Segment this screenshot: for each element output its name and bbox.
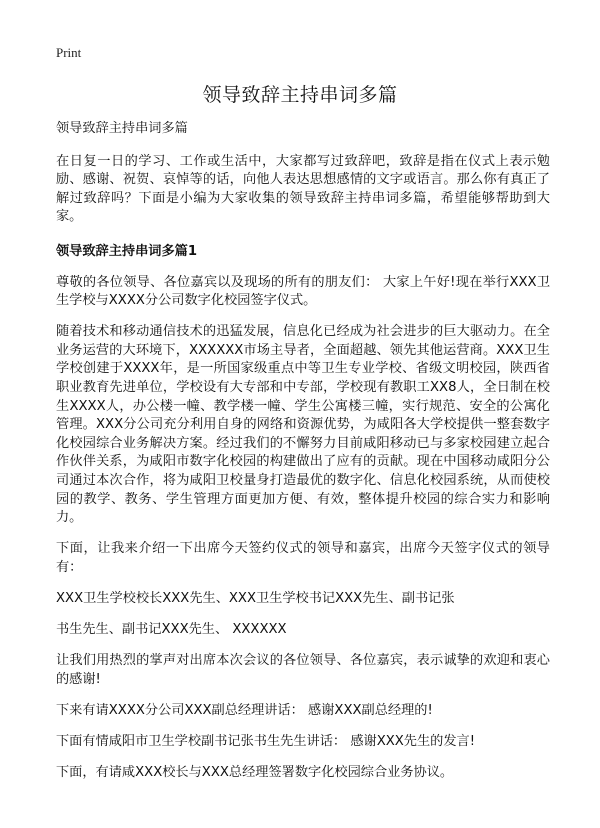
body-paragraph: 随着技术和移动通信技术的迅猛发展，信息化已经成为社会进步的巨大驱动力。在全业务运营的大环境下，XXXXXX市场主导者，全面超越、领先其他运营商。XXX卫生学校创建于XXXX年，是一所国家级重点中等卫生专业学校、省级文明校园，陕西省职业教育先进单位，学校设有大专部和中专部，学校现有教职工XX8人，全日制在校生XXXX人，办公楼一幢、教学楼一幢、学生公寓楼三幢，实行规范、安全的公寓化管理。XXX分公司充分利用自身的网络和资源优势，为咸阳各大学校提供一整套数字化校园综合业务解决方案。经过我们的不懈努力目前咸阳移动已与多家校园建立起合作伙伴关系，为咸阳市数字化校园的构建做出了应有的贡献。现在中国移动咸阳分公司通过本次合作，将为咸阳卫校量身打造最优的数字化、信息化校园系统，从而使校园的教学、教务、学生管理方面更加方便、有效，整体提升校园的综合实力和影响力。 [56,324,550,526]
section-heading: 领导致辞主持串词多篇1 [56,243,198,259]
body-paragraph: 让我们用热烈的掌声对出席本次会议的各位领导、各位嘉宾，表示诚挚的欢迎和衷心的感谢! [56,653,550,687]
intro-paragraph: 在日复一日的学习、工作或生活中，大家都写过致辞吧，致辞是指在仪式上表示勉励、感谢、祝贺、哀悼等的话，向他人表达思想感情的文字或语言。那么你有真正了解过致辞吗？下面是小编为大家收集的领导致辞主持串词多篇，希望能够帮助到大家。 [56,153,550,225]
body-paragraph: 下来有请XXXX分公司XXX副总经理讲话： 感谢XXX副总经理的! [56,702,433,718]
document-body [56,120,550,795]
print-label: Print [56,45,82,60]
body-paragraph: 下面，让我来介绍一下出席今天签约仪式的领导和嘉宾，出席今天签字仪式的领导有： [56,541,550,575]
document-subtitle: 领导致辞主持串词多篇 [56,121,188,136]
page-title: 领导致辞主持串词多篇 [202,84,398,106]
body-paragraph: XXX卫生学校校长XXX先生、XXX卫生学校书记XXX先生、副书记张 [56,590,455,606]
body-paragraph: 下面有情咸阳市卫生学校副书记张书生先生讲话： 感谢XXX先生的发言! [56,733,476,749]
body-paragraph: 下面，有请咸XXX校长与XXX总经理签署数字化校园综合业务协议。 [56,765,454,781]
body-paragraph: 尊敬的各位领导、各位嘉宾以及现场的所有的朋友们： 大家上午好!现在举行XXX卫生学校与XXXX分公司数字化校园签字仪式。 [56,274,550,309]
body-paragraph: 书生先生、副书记XXX先生、 XXXXXX [56,622,287,638]
